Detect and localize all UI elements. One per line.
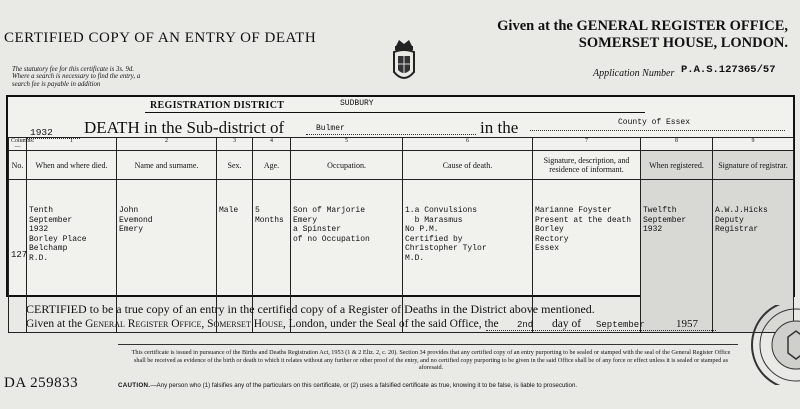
registration-district-label: REGISTRATION DISTRICT [150, 100, 285, 111]
column-number: 6 [403, 138, 533, 151]
given-text-house: Somerset House [207, 318, 283, 330]
caution-notice [118, 382, 577, 389]
sub-district-dotted-line [306, 134, 476, 135]
entry-registrar-signature: A.W.J.Hicks Deputy Registrar [713, 180, 794, 333]
entry-informant: Marianne Foyster Present at the death Borley Rectory Essex [533, 180, 641, 333]
gro-seal-icon [748, 305, 800, 385]
year-value: 1932 [30, 127, 53, 138]
column-header: When registered. [641, 151, 713, 180]
application-number: P.A.S.127365/57 [681, 64, 776, 76]
royal-crest-icon [386, 38, 422, 88]
column-header: Signature, description, and residence of informant. [533, 151, 641, 180]
fee-note-line-1: The statutory fee for this certificate is 3s. 9d. [12, 66, 134, 73]
entry-cause-of-death: 1.a Convulsions b Marasmus No P.M. Certified by Christopher Tylor M.D. [403, 180, 533, 333]
column-header: Sex. [217, 151, 253, 180]
given-text-comma: , [201, 318, 208, 330]
column-number: Columns:— [9, 138, 27, 151]
county-dotted-line [530, 130, 785, 131]
column-number: 2 [117, 138, 217, 151]
issuing-office [478, 18, 788, 52]
entry-name-surname: John Evemond Emery [117, 180, 217, 333]
issue-year: 1957 [676, 318, 698, 330]
given-text-a: Given at the [26, 318, 86, 330]
sub-district-value: Bulmer [316, 124, 345, 133]
given-text-e: , London, under the Seal of the said Office, the [282, 318, 499, 330]
certificate-title: CERTIFIED COPY OF AN ENTRY OF DEATH [4, 30, 317, 46]
column-header: Cause of death. [403, 151, 533, 180]
application-number-label: Application Number [593, 68, 675, 79]
entry-when-where-died: Tenth September 1932 Borley Place Belchamp R.D. [27, 180, 117, 333]
footer-divider [118, 344, 738, 345]
entry-when-registered: Twelfth September 1932 [641, 180, 713, 333]
column-number: 4 [253, 138, 291, 151]
fee-note [12, 66, 140, 88]
day-of-label: day of [552, 318, 582, 330]
registration-district-value: SUDBURY [340, 99, 374, 108]
column-header: Name and surname. [117, 151, 217, 180]
registration-district-line [145, 112, 645, 113]
column-number: 3 [217, 138, 253, 151]
caution-text: —Any person who (1) falsifies any of the particulars on this certificate, or (2) uses a falsified certificate as true, knowing it to be false, is liable to prosecution. [150, 382, 578, 389]
column-number: 7 [533, 138, 641, 151]
certificate-serial-number: DA 259833 [4, 375, 79, 391]
issue-day: 2nd [517, 320, 534, 330]
entry-occupation: Son of Marjorie Emery a Spinster of no Occupation [291, 180, 403, 333]
caution-label: CAUTION. [118, 382, 151, 389]
statutory-small-print: This certificate is issued in pursuance of the Births and Deaths Registration Act, 1953 (1 & 2 Eliz. 2, c. 20). Section 34 provides that any certified copy of an entry purporting to be sealed or stamped with the seal of the General Register Office shall be received as evidence of the birth or death to which it relates without any further or other proof of the entry, and no certified copy purporting to be given in the said Office shall be of any force or effect unless it is sealed or stamped as aforesaid. [131, 349, 731, 372]
county-value: County of Essex [618, 118, 691, 127]
column-number: 5 [291, 138, 403, 151]
certification-statement: CERTIFIED to be a true copy of an entry in the certified copy of a Register of Deaths in the District above mentioned. [26, 302, 595, 316]
fee-note-line-2: Where a search is necessary to find the entry, a [12, 73, 141, 81]
column-number-row [9, 138, 794, 151]
death-sub-district-heading: DEATH in the Sub-district of [84, 118, 285, 137]
column-header: Occupation. [291, 151, 403, 180]
column-header: No. [9, 151, 27, 180]
fee-note-line-3: search fee is payable in addition [12, 80, 101, 88]
column-header-row [9, 151, 794, 180]
date-dotted-line [486, 330, 716, 331]
column-number: 8 [641, 138, 713, 151]
entry-number: 127 [9, 180, 27, 333]
entry-age: 5 Months [253, 180, 291, 333]
column-header: When and where died. [27, 151, 117, 180]
column-header: Signature of registrar. [713, 151, 794, 180]
column-header: Age. [253, 151, 291, 180]
given-text-office: General Register Office [85, 318, 202, 330]
issuing-office-line-1: Given at the GENERAL REGISTER OFFICE, [497, 18, 788, 34]
issuing-office-line-2: SOMERSET HOUSE, LONDON. [578, 35, 788, 51]
given-at-statement [26, 318, 499, 330]
column-number: 1 [27, 138, 117, 151]
issue-month: September [596, 320, 645, 330]
in-the-label: in the [480, 118, 519, 137]
entry-sex: Male [217, 180, 253, 333]
column-number: 9 [713, 138, 794, 151]
